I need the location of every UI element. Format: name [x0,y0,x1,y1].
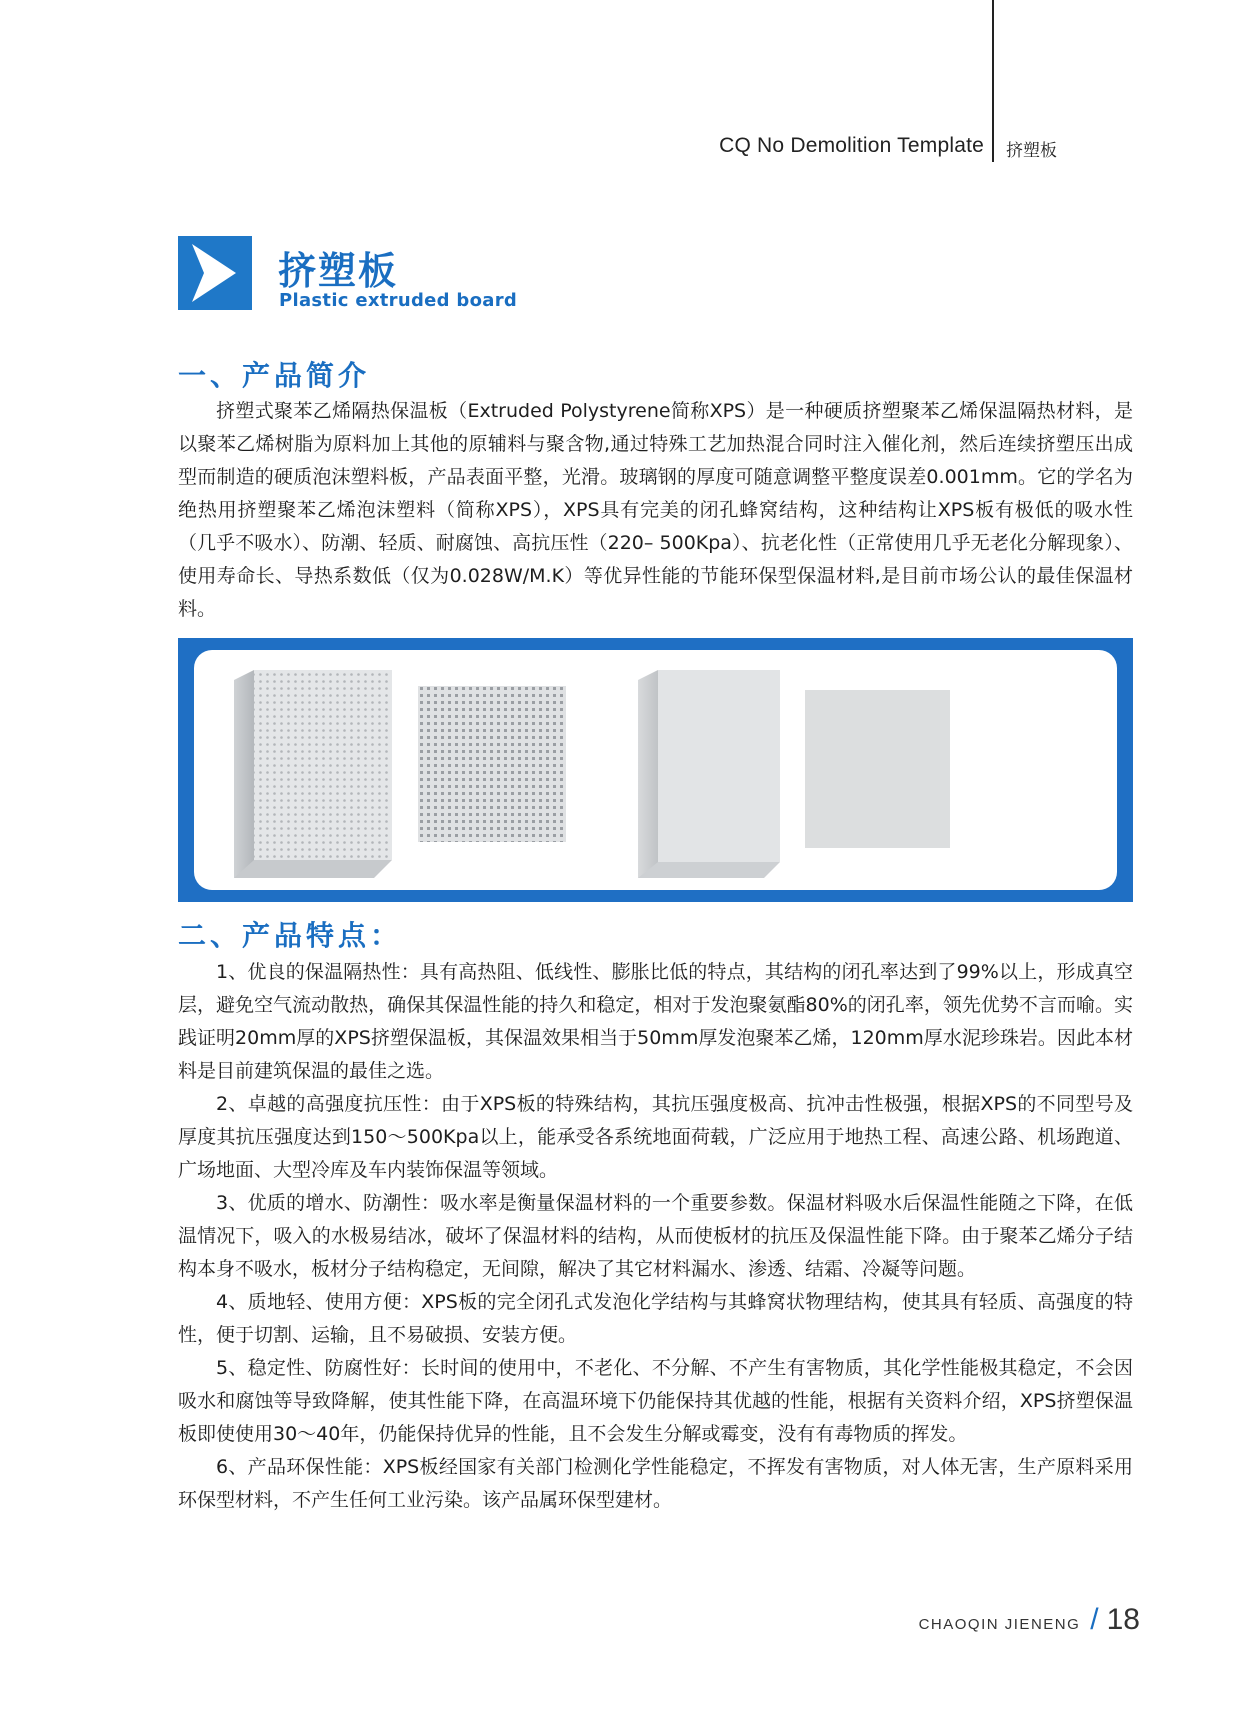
intro-text [178,395,1133,626]
page-subtitle: Plastic extruded board [279,290,518,311]
feature-paragraph-1: 1、优良的保温隔热性：具有高热阻、低线性、膨胀比低的特点，其结构的闭孔率达到了99%以上，形成真空层，避免空气流动散热，确保其保温性能的持久和稳定，相对于发泡聚氨酯80%的闭孔率，领先优势不言而喻。实践证明20mm厚的XPS挤塑保温板，其保温效果相当于50mm厚发泡聚苯乙烯，120mm厚水泥珍珠岩。因此本材料是目前建筑保温的最佳之选。 [178,961,1133,1082]
footer-slash: / [1090,1603,1099,1636]
page-title: 挤塑板 [278,249,399,293]
product-photo-panel [194,650,1117,890]
xps-perforated-surface-closeup [418,686,566,842]
feature-paragraph-2: 2、卓越的高强度抗压性：由于XPS板的特殊结构，其抗压强度极高、抗冲击性极强，根据XPS的不同型号及厚度其抗压强度达到150～500Kpa以上，能承受各系统地面荷载，广泛应用于地热工程、高速公路、机场跑道、广场地面、大型冷库及车内装饰保温等领域。 [178,1093,1133,1181]
feature-paragraph-4: 4、质地轻、使用方便：XPS板的完全闭孔式发泡化学结构与其蜂窝状物理结构，使其具有轻质、高强度的特性，便于切割、运输，且不易破损、安装方便。 [178,1291,1133,1346]
product-photo-banner [178,638,1133,902]
feature-paragraph-3: 3、优质的增水、防潮性：吸水率是衡量保温材料的一个重要参数。保温材料吸水后保温性能随之下降，在低温情况下，吸入的水极易结冰，破坏了保温材料的结构，从而使板材的抗压及保温性能下降。由于聚苯乙烯分子结构本身不吸水，板材分子结构稳定，无间隙，解决了其它材料漏水、渗透、结霜、冷凝等问题。 [178,1192,1133,1280]
section-heading-intro: 一、产品简介 [178,359,371,392]
feature-paragraph-6: 6、产品环保性能：XPS板经国家有关部门检测化学性能稳定，不挥发有害物质，对人体无害，生产原料采用环保型材料，不产生任何工业污染。该产品属环保型建材。 [178,1456,1133,1511]
page-footer [919,1603,1140,1637]
header-category: 挤塑板 [1006,141,1057,161]
xps-board-plain-block [638,670,780,878]
chevron-right-logo-icon [178,236,252,310]
feature-paragraph-5: 5、稳定性、防腐性好：长时间的使用中，不老化、不分解、不产生有害物质，其化学性能极其稳定，不会因吸水和腐蚀等导致降解，使其性能下降，在高温环境下仍能保持其优越的性能，根据有关资料介绍，XPS挤塑保温板即使使用30～40年，仍能保持优异的性能，且不会发生分解或霉变，没有有毒物质的挥发。 [178,1357,1133,1445]
header-template-name: CQ No Demolition Template [719,134,984,157]
title-block [178,236,528,316]
xps-plain-surface-closeup [805,690,950,848]
footer-brand: CHAOQIN JIENENG [918,1616,1081,1633]
header-divider [992,0,994,162]
features-text [178,956,1133,1517]
xps-board-perforated-block [234,670,392,878]
section-heading-features: 二、产品特点： [178,919,403,952]
intro-paragraph: 挤塑式聚苯乙烯隔热保温板（Extruded Polystyrene简称XPS）是一种硬质挤塑聚苯乙烯保温隔热材料，是以聚苯乙烯树脂为原料加上其他的原辅料与聚含物,通过特殊工艺加热混合同时注入催化剂，然后连续挤塑压出成型而制造的硬质泡沫塑料板，产品表面平整，光滑。玻璃钢的厚度可随意调整平整度误差0.001mm。它的学名为绝热用挤塑聚苯乙烯泡沫塑料（简称XPS），XPS具有完美的闭孔蜂窝结构，这种结构让XPS板有极低的吸水性（几乎不吸水）、防潮、轻质、耐腐蚀、高抗压性（220– 500Kpa）、抗老化性（正常使用几乎无老化分解现象）、使用寿命长、导热系数低（仅为0.028W/M.K）等优异性能的节能环保型保温材料,是目前市场公认的最佳保温材料。 [178,400,1133,620]
page-number: 18 [1106,1603,1140,1636]
